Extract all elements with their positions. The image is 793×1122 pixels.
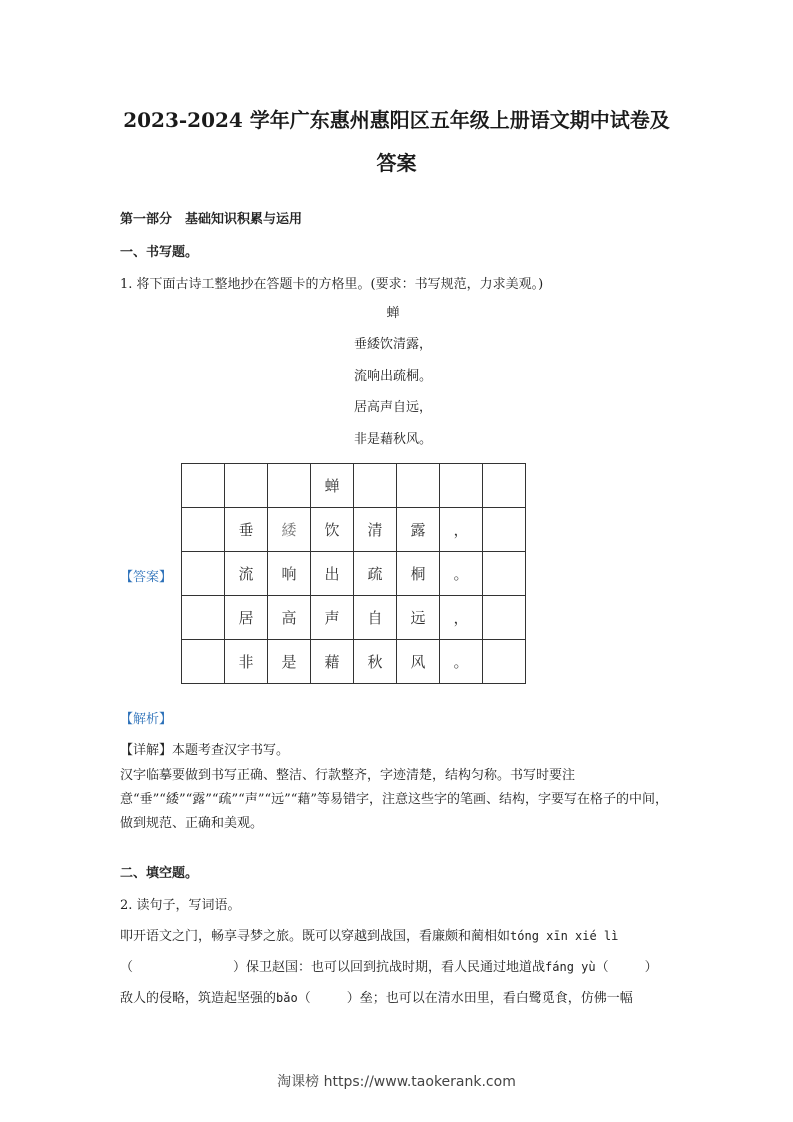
grid-cell: 自 bbox=[354, 596, 397, 640]
blank-open: （ bbox=[297, 991, 311, 1006]
q2-text-d: 垒；也可以在清水田里，看白鹭觅食，仿佛一幅 bbox=[359, 991, 633, 1006]
poem-line: 垂緌饮清露， bbox=[353, 337, 432, 352]
grid-cell bbox=[182, 464, 225, 508]
grid-cell bbox=[182, 552, 225, 596]
grid-cell: 清 bbox=[354, 508, 397, 552]
grid-cell: 秋 bbox=[354, 640, 397, 684]
grid-cell: 是 bbox=[268, 640, 311, 684]
grid-cell: 风 bbox=[397, 640, 440, 684]
grid-cell: 。 bbox=[440, 552, 483, 596]
poem-line: 流响出疏桐。 bbox=[353, 369, 432, 384]
grid-cell: 露 bbox=[397, 508, 440, 552]
q2-text-a: 叩开语文之门，畅享寻梦之旅。既可以穿越到战国，看廉颇和蔺相如 bbox=[120, 929, 511, 944]
document-title-line1: 2023-2024 学年广东惠州惠阳区五年级上册语文期中试卷及 bbox=[123, 108, 670, 132]
grid-cell: 高 bbox=[268, 596, 311, 640]
grid-cell: 垂 bbox=[225, 508, 268, 552]
grid-cell bbox=[483, 508, 526, 552]
q2-text-b: 保卫赵国：也可以回到抗战时期，看人民通过地道战 bbox=[246, 960, 546, 975]
grid-row bbox=[182, 640, 526, 684]
grid-cell bbox=[182, 596, 225, 640]
grid-cell: 。 bbox=[440, 640, 483, 684]
poem-line: 居高声自远， bbox=[353, 400, 432, 415]
detail-line: 【详解】本题考查汉字书写。 bbox=[120, 743, 290, 758]
grid-cell: 出 bbox=[311, 552, 354, 596]
blank-open: （ bbox=[120, 960, 134, 975]
grid-cell: 响 bbox=[268, 552, 311, 596]
blank-open: （ bbox=[595, 960, 609, 975]
pinyin-prompt: tóng xīn xié lì bbox=[510, 929, 619, 943]
grid-cell: 非 bbox=[225, 640, 268, 684]
grid-cell: 緌 bbox=[268, 508, 311, 552]
grid-cell: 居 bbox=[225, 596, 268, 640]
grid-cell bbox=[483, 596, 526, 640]
explanation-paragraph: 汉字临摹要做到书写正确、整洁、行款整齐，字迹清楚，结构匀称。书写时要注意“垂”“緌”“露”“疏”“声”“远”“藉”等易错字，注意这些字的笔画、结构，字要写在格子的中间，做到规范、正确和美观。 bbox=[120, 768, 669, 831]
grid-cell bbox=[268, 464, 311, 508]
answer-label: 【答案】 bbox=[120, 570, 173, 585]
grid-cell: 远 bbox=[397, 596, 440, 640]
question-2-text bbox=[120, 921, 675, 1014]
grid-cell bbox=[483, 640, 526, 684]
grid-row bbox=[182, 464, 526, 508]
grid-cell bbox=[354, 464, 397, 508]
document-title-line2: 答案 bbox=[376, 151, 417, 175]
grid-cell bbox=[182, 508, 225, 552]
grid-cell: ， bbox=[440, 508, 483, 552]
blank-close: ） bbox=[233, 960, 247, 975]
section-heading-writing: 一、书写题。 bbox=[120, 245, 199, 260]
grid-row bbox=[182, 508, 526, 552]
grid-cell bbox=[397, 464, 440, 508]
section-heading-fill: 二、填空题。 bbox=[120, 866, 199, 881]
question-1: 1. 将下面古诗工整地抄在答题卡的方格里。(要求：书写规范，力求美观。) bbox=[120, 277, 544, 292]
analysis-label: 【解析】 bbox=[120, 712, 173, 727]
blank-close: ） bbox=[346, 991, 360, 1006]
blank-close: ） bbox=[644, 960, 658, 975]
grid-cell bbox=[483, 464, 526, 508]
grid-cell: 桐 bbox=[397, 552, 440, 596]
poem-title: 蝉 bbox=[386, 306, 400, 321]
q2-text-c: 敌人的侵略，筑造起坚强的 bbox=[120, 991, 277, 1006]
grid-cell bbox=[225, 464, 268, 508]
grid-cell: 流 bbox=[225, 552, 268, 596]
grid-cell: 藉 bbox=[311, 640, 354, 684]
part-heading: 第一部分 基础知识积累与运用 bbox=[120, 212, 303, 227]
grid-row bbox=[182, 552, 526, 596]
question-2: 2. 读句子，写词语。 bbox=[120, 898, 241, 913]
grid-cell bbox=[440, 464, 483, 508]
grid-cell: 饮 bbox=[311, 508, 354, 552]
grid-row bbox=[182, 596, 526, 640]
answer-grid bbox=[181, 463, 526, 684]
poem-line: 非是藉秋风。 bbox=[353, 432, 432, 447]
grid-cell bbox=[182, 640, 225, 684]
grid-cell: 蝉 bbox=[311, 464, 354, 508]
footer-watermark: 淘课榜 https://www.taokerank.com bbox=[277, 1074, 516, 1090]
grid-cell: ， bbox=[440, 596, 483, 640]
grid-cell: 疏 bbox=[354, 552, 397, 596]
grid-cell bbox=[483, 552, 526, 596]
pinyin-prompt: fáng yù bbox=[545, 960, 596, 974]
grid-cell: 声 bbox=[311, 596, 354, 640]
pinyin-prompt: bǎo bbox=[276, 991, 298, 1005]
